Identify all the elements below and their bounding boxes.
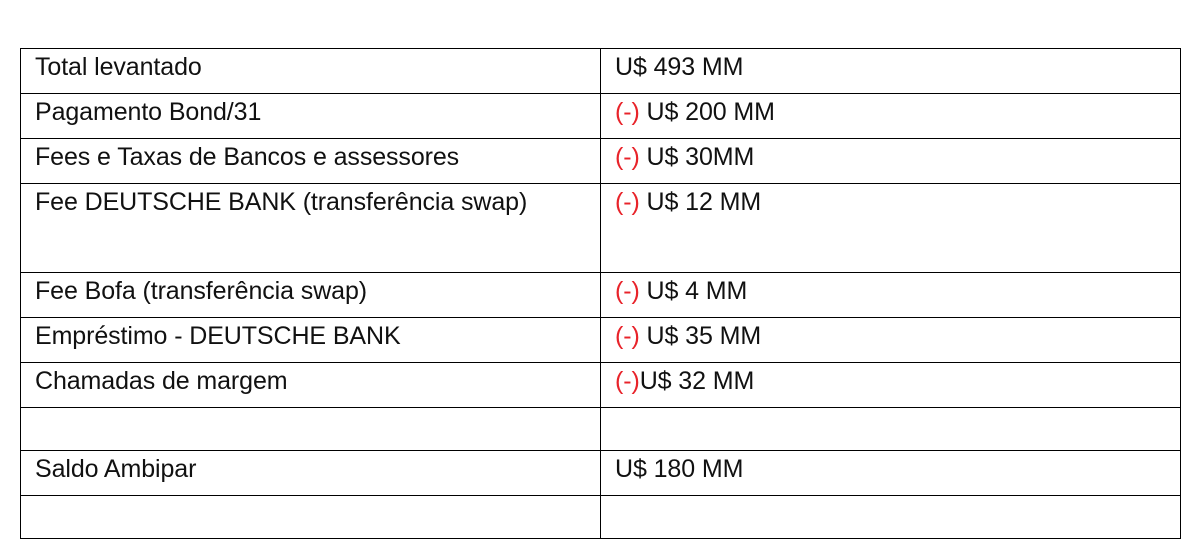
negative-marker: (-) [615, 322, 640, 350]
value-text: U$ 493 MM [615, 53, 744, 81]
row-label: Fee Bofa (transferência swap) [21, 273, 601, 318]
row-label [21, 496, 601, 539]
value-text: U$ 32 MM [639, 367, 755, 395]
row-value [601, 451, 1181, 496]
negative-marker: (-) [615, 277, 640, 305]
table-row [21, 139, 1181, 184]
table-row [21, 49, 1181, 94]
value-text: U$ 30MM [646, 143, 755, 171]
negative-marker: (-) [615, 188, 640, 216]
financial-summary-table [20, 48, 1181, 539]
negative-marker: (-) [615, 98, 640, 126]
negative-marker: (-) [615, 143, 640, 171]
table-row [21, 318, 1181, 363]
row-label [21, 408, 601, 451]
row-value [601, 139, 1181, 184]
row-value [601, 363, 1181, 408]
row-value [601, 318, 1181, 363]
table-row [21, 273, 1181, 318]
value-text: U$ 12 MM [646, 188, 762, 216]
table-body [21, 49, 1181, 539]
value-text: U$ 180 MM [615, 455, 744, 483]
value-text: U$ 4 MM [646, 277, 748, 305]
row-label: Saldo Ambipar [21, 451, 601, 496]
table-row [21, 184, 1181, 273]
table-row [21, 94, 1181, 139]
row-label: Fee DEUTSCHE BANK (transferência swap) [21, 184, 601, 273]
table-row-spacer [21, 408, 1181, 451]
table-row [21, 451, 1181, 496]
value-text: U$ 35 MM [646, 322, 762, 350]
value-text: U$ 200 MM [646, 98, 775, 126]
row-label: Pagamento Bond/31 [21, 94, 601, 139]
row-label: Empréstimo - DEUTSCHE BANK [21, 318, 601, 363]
table-row [21, 363, 1181, 408]
row-value [601, 408, 1181, 451]
row-value [601, 273, 1181, 318]
row-value [601, 49, 1181, 94]
row-value [601, 496, 1181, 539]
row-value [601, 184, 1181, 273]
table-row-spacer [21, 496, 1181, 539]
row-value [601, 94, 1181, 139]
negative-marker: (-) [615, 367, 640, 395]
row-label: Chamadas de margem [21, 363, 601, 408]
row-label: Total levantado [21, 49, 601, 94]
row-label: Fees e Taxas de Bancos e assessores [21, 139, 601, 184]
financial-table-container [20, 48, 1180, 539]
